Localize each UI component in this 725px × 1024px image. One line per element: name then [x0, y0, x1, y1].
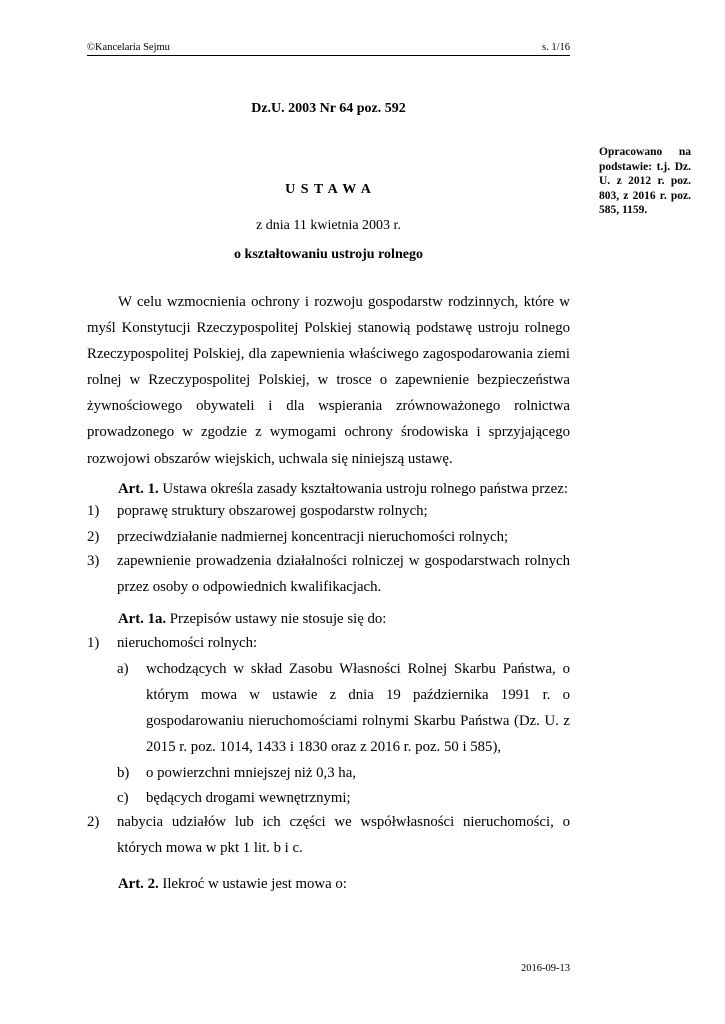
item-text: przeciwdziałanie nadmiernej koncentracji nieruchomości rolnych;	[117, 529, 509, 545]
footer-date: 2016-09-13	[521, 963, 570, 974]
act-type: U S T A W A	[285, 182, 372, 197]
item-number: 1)	[87, 503, 100, 519]
subitem-text: będących drogami wewnętrznymi;	[146, 790, 351, 806]
subitem-letter: a)	[117, 661, 129, 677]
act-title: o kształtowaniu ustroju rolnego	[234, 247, 423, 262]
art1-intro: Ustawa określa zasady kształtowania ustroju rolnego państwa przez:	[162, 481, 568, 497]
art2-intro: Ilekroć w ustawie jest mowa o:	[162, 876, 347, 892]
item-text: nabycia udziałów lub ich części we współwłasności nieruchomości, o których mowa w pkt 1 lit. b i c.	[117, 814, 570, 857]
subitem-letter: b)	[117, 765, 130, 781]
art1a-subitem-a	[87, 656, 570, 760]
art1-label: Art. 1.	[118, 481, 159, 497]
art1-item-2	[87, 524, 570, 550]
page-number: s. 1/16	[541, 42, 570, 53]
art1a-item-2	[87, 809, 570, 861]
art1a-subitem-c	[87, 785, 570, 811]
item-number: 2)	[87, 814, 100, 830]
art2-paragraph	[87, 871, 570, 897]
item-text: poprawę struktury obszarowej gospodarstw rolnych;	[117, 503, 428, 519]
preamble: W celu wzmocnienia ochrony i rozwoju gospodarstw rodzinnych, które w myśl Konstytucji Rzeczypospolitej Polskiej stanowią podstawę ustroju rolnego Rzeczypospolitej Polskiej, dla zapewnienia właściwego zagospodarowania ziemi rolnej w Rzeczypospolitej Polskiej, w trosce o zapewnienie bezpieczeństwa żywnościowego obywateli i dla wspierania zrównoważonego rolnictwa prowadzonego w zgodzie z wymogami ochrony środowiska i sprzyjającego rozwojowi obszarów wiejskich, uchwala się niniejszą ustawę.	[87, 294, 570, 467]
header-rule	[87, 55, 570, 56]
art1a-label: Art. 1a.	[118, 611, 167, 627]
art1a-intro: Przepisów ustawy nie stosuje się do:	[169, 611, 387, 627]
item-number: 2)	[87, 529, 100, 545]
date-line: z dnia 11 kwietnia 2003 r.	[256, 218, 401, 233]
art1a-subitem-b	[87, 760, 570, 786]
art1a-paragraph	[87, 606, 570, 632]
subitem-letter: c)	[117, 790, 129, 806]
document-reference: Dz.U. 2003 Nr 64 poz. 592	[251, 101, 406, 116]
item-text: nieruchomości rolnych:	[117, 635, 258, 651]
subitem-text: wchodzących w skład Zasobu Własności Rolnej Skarbu Państwa, o którym mowa w ustawie z dnia 19 października 1991 r. o gospodarowaniu nieruchomościami rolnymi Skarbu Państwa (Dz. U. z 2015 r. poz. 1014, 1433 i 1830 oraz z 2016 r. poz. 50 i 585),	[146, 661, 570, 756]
art1a-item-1	[87, 630, 570, 656]
side-note: Opracowano na podstawie: t.j. Dz. U. z 2012 r. poz. 803, z 2016 r. poz. 585, 1159.	[599, 146, 691, 216]
item-number: 3)	[87, 553, 100, 569]
header-source: ©Kancelaria Sejmu	[87, 42, 170, 53]
art1-item-3	[87, 548, 570, 600]
item-number: 1)	[87, 635, 100, 651]
subitem-text: o powierzchni mniejszej niż 0,3 ha,	[146, 765, 356, 781]
art1-item-1	[87, 498, 570, 524]
art2-label: Art. 2.	[118, 876, 159, 892]
item-text: zapewnienie prowadzenia działalności rolniczej w gospodarstwach rolnych przez osoby o odpowiednich kwalifikacjach.	[117, 553, 570, 596]
